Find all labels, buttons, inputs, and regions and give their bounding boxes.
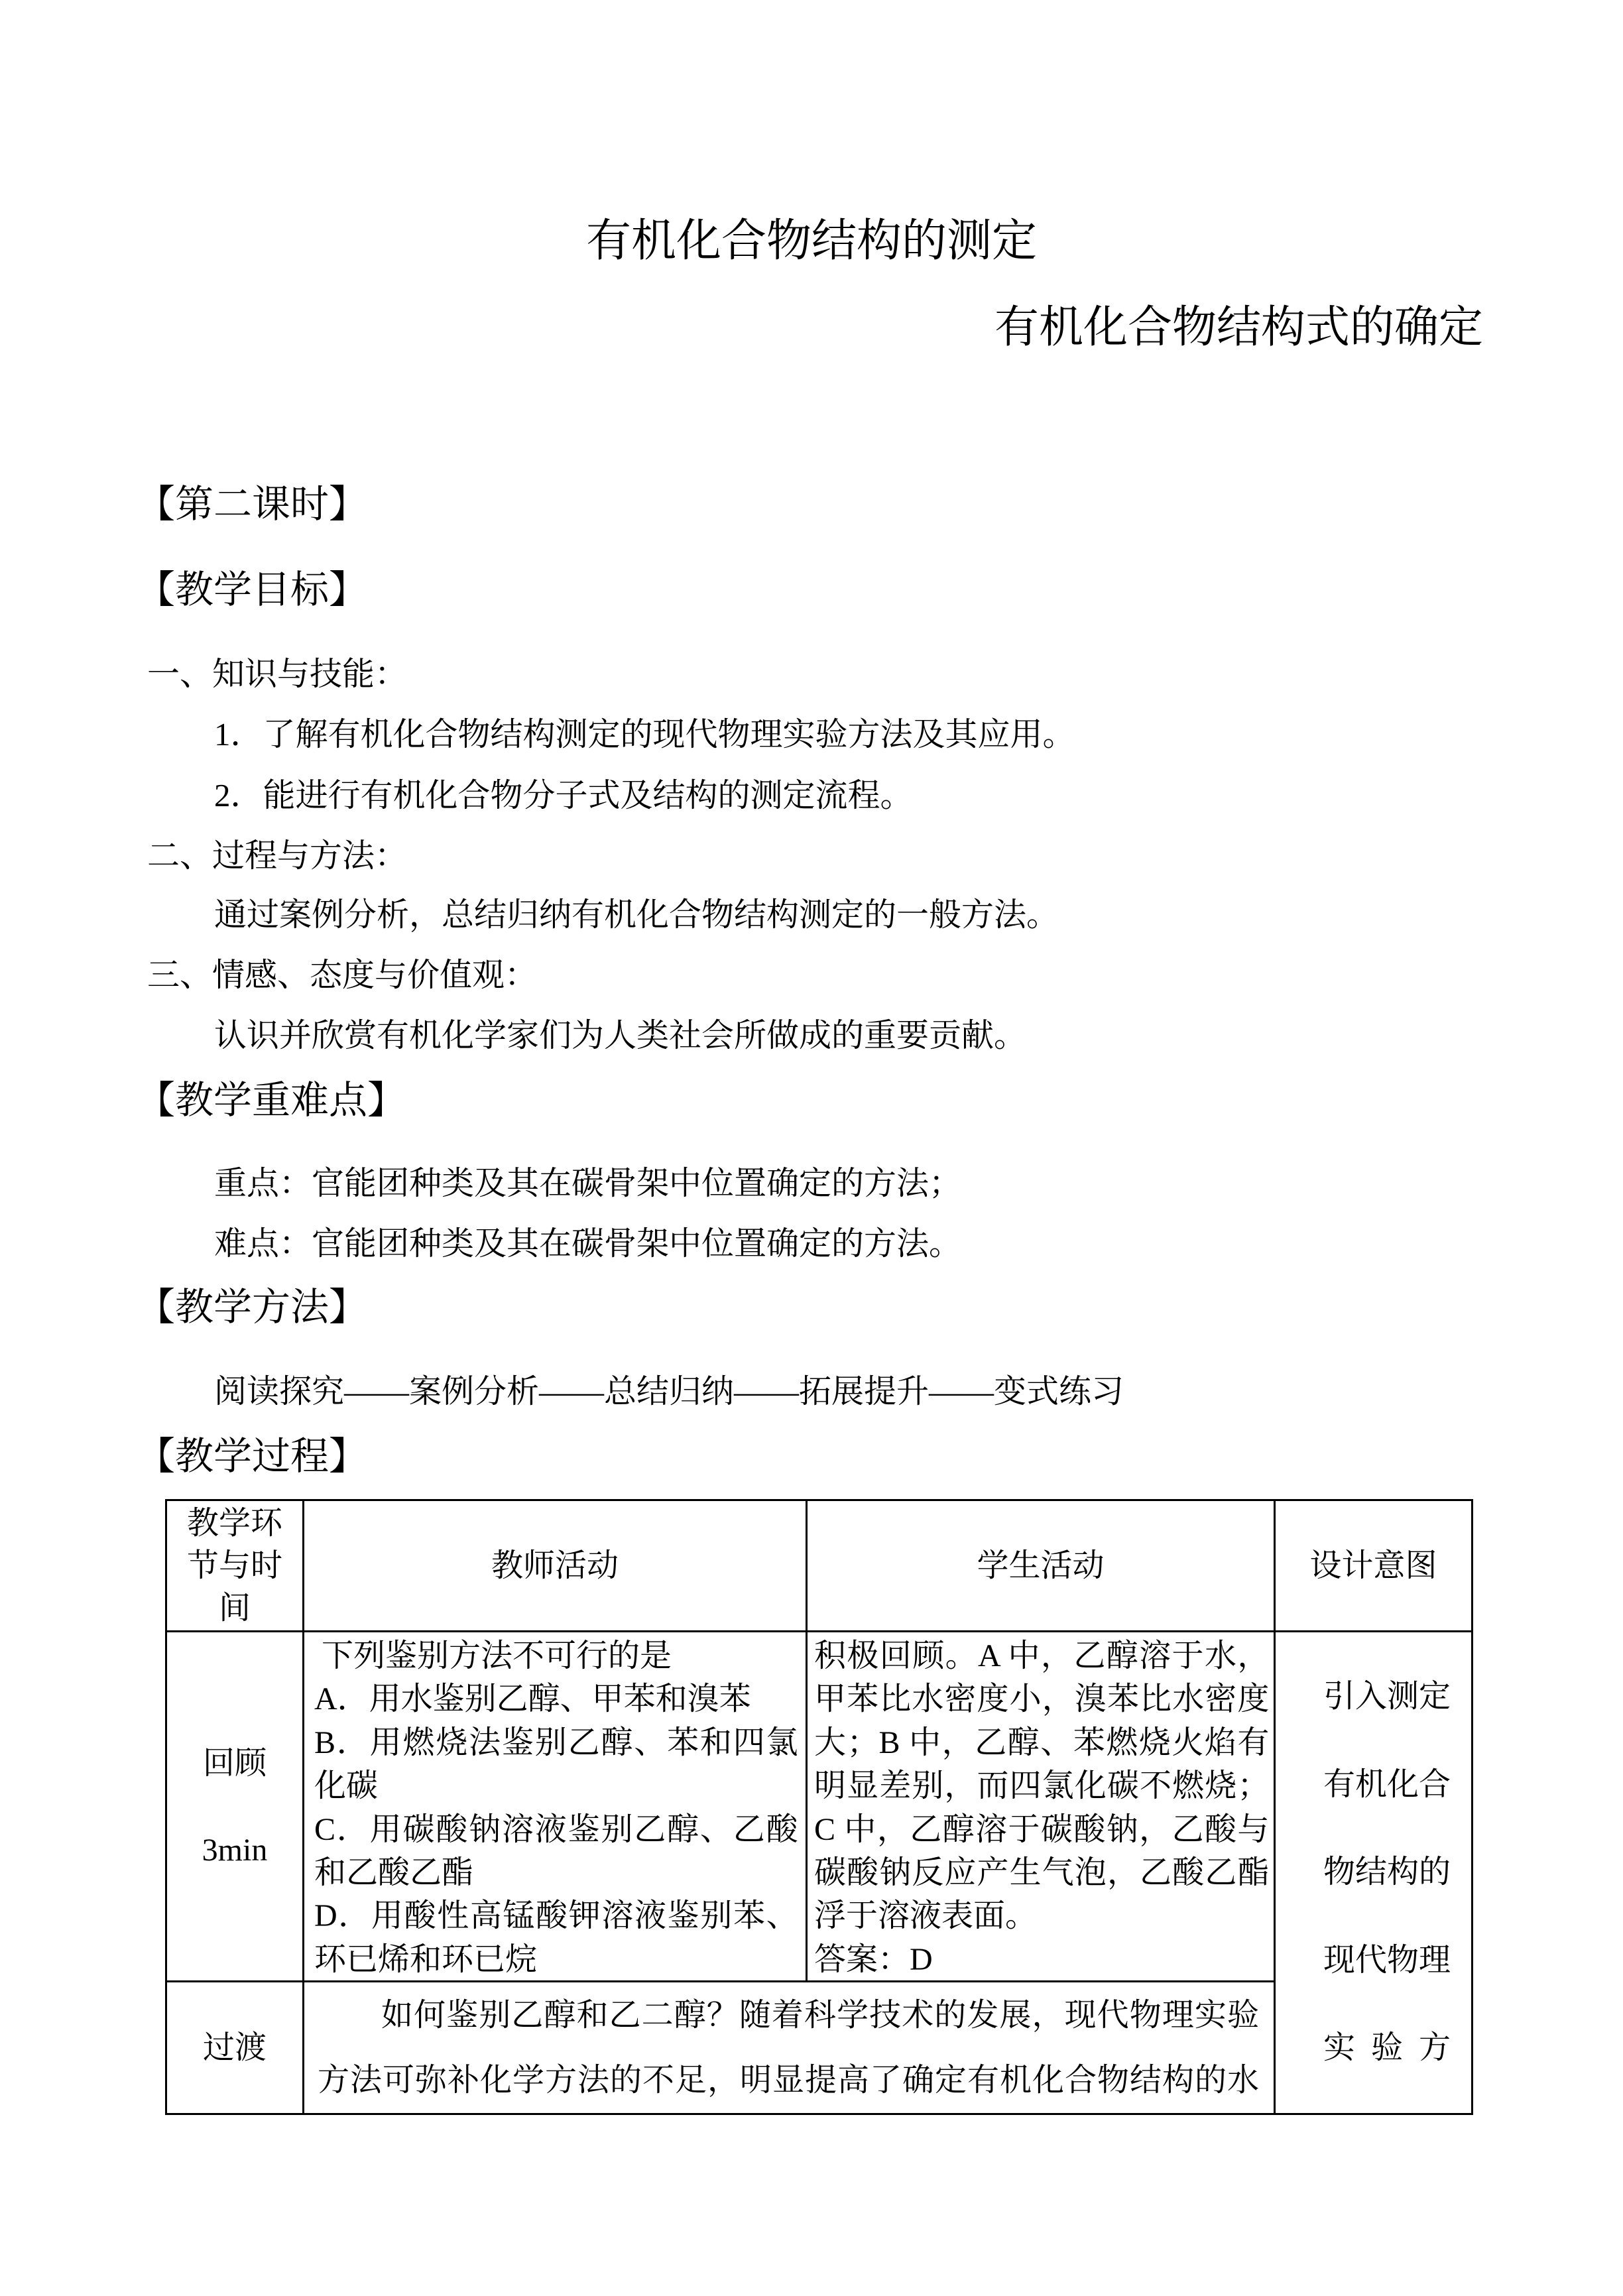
question-option-c: C．用碳酸钠溶液鉴别乙醇、乙酸和乙酸乙酯 xyxy=(314,1811,798,1891)
key-points-heading: 【教学重难点】 xyxy=(137,1079,406,1122)
process-method-heading: 二、过程与方法： xyxy=(147,837,408,874)
question-option-a: A．用水鉴别乙醇、甲苯和溴苯 xyxy=(314,1681,751,1717)
knowledge-heading: 一、知识与技能： xyxy=(147,656,408,692)
objectives-heading: 【教学目标】 xyxy=(137,568,368,611)
stage-label: 回顾 xyxy=(202,1745,267,1781)
methods-heading: 【教学方法】 xyxy=(137,1286,368,1329)
header-teacher-activity xyxy=(304,1501,806,1630)
emotion-heading: 三、情感、态度与价值观： xyxy=(147,957,538,993)
document-subtitle: 有机化合物结构式的确定 xyxy=(994,303,1483,352)
header-design-intent xyxy=(1276,1501,1471,1630)
header-student-activity xyxy=(808,1501,1274,1630)
lesson-period-heading: 【第二课时】 xyxy=(137,483,368,526)
methods-text: 阅读探究——案例分析——总结归纳——拓展提升——变式练习 xyxy=(214,1373,1124,1410)
process-method-text: 通过案例分析，总结归纳有机化合物结构测定的一般方法。 xyxy=(214,896,1059,933)
design-intent-cell xyxy=(1276,1632,1471,2113)
header-stage-time-label: 教学环节与时间 xyxy=(187,1505,283,1626)
question-option-b: B．用燃烧法鉴别乙醇、苯和四氯化碳 xyxy=(314,1724,798,1804)
header-stage-time xyxy=(167,1501,302,1630)
key-point-difficulty: 难点：官能团种类及其在碳骨架中位置确定的方法。 xyxy=(214,1225,962,1262)
review-stage-cell xyxy=(167,1632,302,1980)
teaching-process-table xyxy=(165,1499,1473,2115)
question-stem: 下列鉴别方法不可行的是 xyxy=(322,1638,672,1673)
student-answer: 答案：D xyxy=(814,1941,933,1977)
knowledge-item: 2．能进行有机化合物分子式及结构的测定流程。 xyxy=(214,777,913,814)
key-point-focus: 重点：官能团种类及其在碳骨架中位置确定的方法； xyxy=(214,1165,962,1201)
student-analysis-block xyxy=(814,1634,1269,1980)
knowledge-item: 1．了解有机化合物结构测定的现代物理实验方法及其应用。 xyxy=(214,716,1075,753)
header-design-intent-label: 设计意图 xyxy=(1309,1547,1437,1583)
question-option-d: D．用酸性高锰酸钾溶液鉴别苯、环已烯和环已烷 xyxy=(314,1898,798,1977)
transition-stage-cell xyxy=(167,1982,302,2113)
stage-time: 3min xyxy=(202,1832,268,1868)
transition-activity-text: 如何鉴别乙醇和乙二醇？随着科学技术的发展，现代物理实验方法可弥补化学方法的不足，明显提高了确定有机化合物结构的水 xyxy=(318,1998,1259,2098)
student-analysis-text: 积极回顾。A 中，乙醇溶于水，甲苯比水密度小，溴苯比水密度大；B 中，乙醇、苯燃烧火焰有明显差别，而四氯化碳不燃烧；C 中，乙醇溶于碳酸钠，乙酸与碳酸钠反应产生气泡，乙酸乙酯浮于溶液表面。 xyxy=(814,1638,1270,1934)
header-teacher-activity-label: 教师活动 xyxy=(491,1547,619,1583)
review-teacher-activity-cell xyxy=(304,1632,806,1980)
teaching-process-heading: 【教学过程】 xyxy=(137,1435,368,1478)
question-block xyxy=(314,1634,798,1980)
transition-activity-cell xyxy=(304,1982,1274,2113)
header-student-activity-label: 学生活动 xyxy=(977,1547,1105,1583)
review-student-activity-cell xyxy=(808,1632,1274,1980)
emotion-text: 认识并欣赏有机化学家们为人类社会所做成的重要贡献。 xyxy=(214,1017,1027,1054)
stage-label: 过渡 xyxy=(202,2030,267,2065)
document-title: 有机化合物结构的测定 xyxy=(585,215,1037,266)
design-intent-text: 引入测定有机化合物结构的现代物理实验方 xyxy=(1323,1679,1451,2065)
